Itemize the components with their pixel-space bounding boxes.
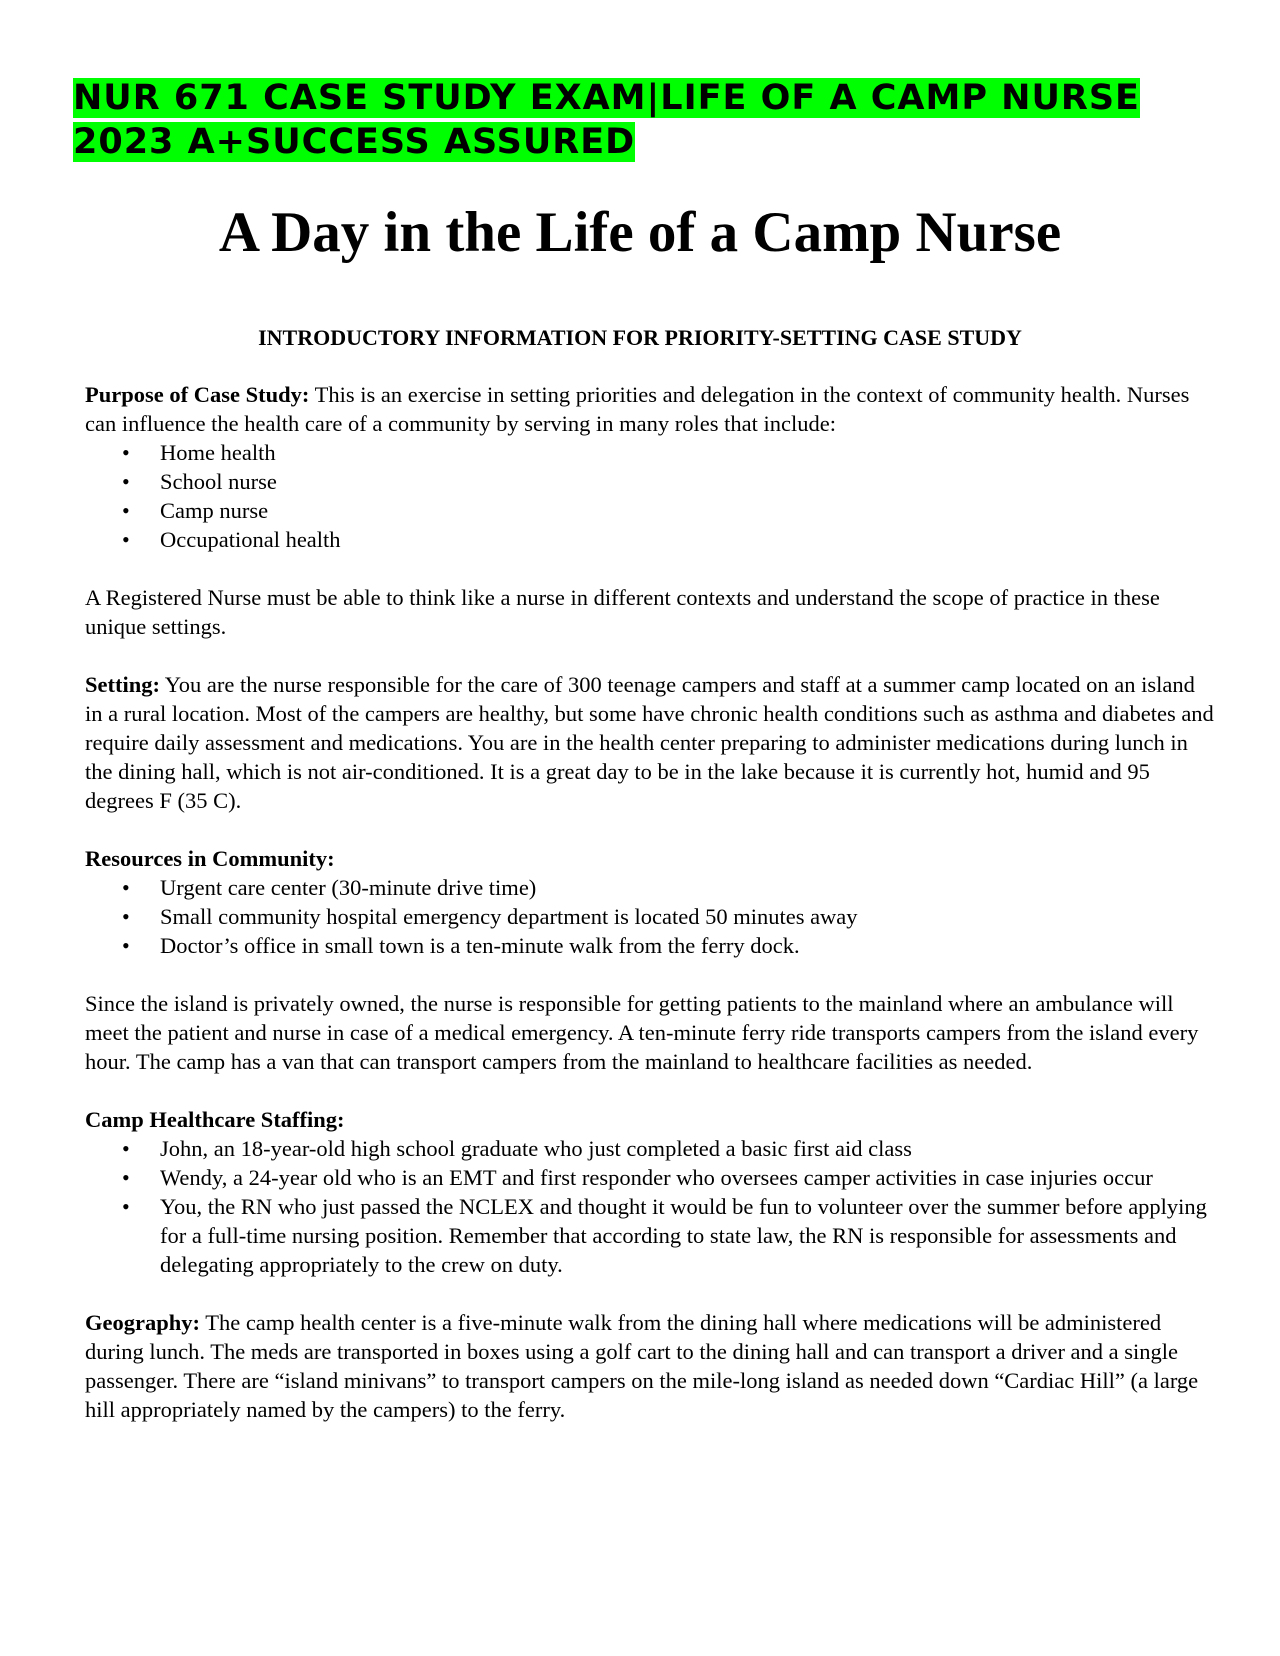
document-title: A Day in the Life of a Camp Nurse xyxy=(218,201,1062,264)
geography-label: Geography: xyxy=(85,1310,200,1335)
setting-label: Setting: xyxy=(85,672,160,697)
purpose-text: This is an exercise in setting priorities and delegation in the context of community health. Nurses can influence the health care of a community by serving in many roles that include: xyxy=(85,382,1190,436)
list-item: • Wendy, a 24-year old who is an EMT and first responder who oversees camper activities in case injuries occur xyxy=(85,1163,1215,1192)
list-item: • School nurse xyxy=(85,467,1215,496)
document-body xyxy=(85,380,1215,1453)
resources-heading xyxy=(85,844,1215,873)
list-item: • Urgent care center (30-minute drive time) xyxy=(85,873,1215,902)
staffing-label: Camp Healthcare Staffing: xyxy=(85,1107,345,1132)
staffing-list xyxy=(85,1134,1215,1279)
resources-list xyxy=(85,873,1215,960)
list-item: • Home health xyxy=(85,438,1215,467)
list-item: • Small community hospital emergency department is located 50 minutes away xyxy=(85,902,1215,931)
purpose-paragraph xyxy=(85,380,1215,438)
setting-text: You are the nurse responsible for the care of 300 teenage campers and staff at a summer camp located on an island in a rural location. Most of the campers are healthy, but some have chronic health conditions such as asthma and diabetes and require daily assessment and medications. You are in the health center preparing to administer medications during lunch in the dining hall, which is not air-conditioned. It is a great day to be in the lake because it is currently hot, humid and 95 degrees F (35 C). xyxy=(85,672,1214,813)
highlighted-banner xyxy=(73,76,1223,164)
resources-label: Resources in Community: xyxy=(85,846,335,871)
staffing-heading xyxy=(85,1105,1215,1134)
rn-paragraph: A Registered Nurse must be able to think like a nurse in different contexts and understand the scope of practice in these unique settings. xyxy=(85,585,1160,639)
banner-line-1: NUR 671 CASE STUDY EXAM|LIFE OF A CAMP NURSE xyxy=(73,78,1140,118)
setting-paragraph xyxy=(85,670,1215,815)
list-item: • Camp nurse xyxy=(85,496,1215,525)
geography-paragraph xyxy=(85,1308,1215,1424)
geography-text: The camp health center is a five-minute walk from the dining hall where medications will be administered during lunch. The meds are transported in boxes using a golf cart to the dining hall and can transport a driver and a single passenger. There are “island minivans” to transport campers on the mile-long island as needed down “Cardiac Hill” (a large hill appropriately named by the campers) to the ferry. xyxy=(85,1310,1199,1422)
list-item: • Doctor’s office in small town is a ten-minute walk from the ferry dock. xyxy=(85,931,1215,960)
list-item: • John, an 18-year-old high school graduate who just completed a basic first aid class xyxy=(85,1134,1215,1163)
roles-list xyxy=(85,438,1215,554)
document-subtitle: INTRODUCTORY INFORMATION FOR PRIORITY-SETTING CASE STUDY xyxy=(258,325,1022,350)
purpose-label: Purpose of Case Study: xyxy=(85,382,310,407)
list-item: • Occupational health xyxy=(85,525,1215,554)
list-item: • You, the RN who just passed the NCLEX and thought it would be fun to volunteer over the summer before applying for a full-time nursing position. Remember that according to state law, the RN is responsible for assessments and delegating appropriately to the crew on duty. xyxy=(85,1192,1215,1279)
island-paragraph: Since the island is privately owned, the nurse is responsible for getting patients to the mainland where an ambulance will meet the patient and nurse in case of a medical emergency. A ten-minute ferry ride transports campers from the island every hour. The camp has a van that can transport campers from the mainland to healthcare facilities as needed. xyxy=(85,991,1199,1074)
banner-line-2: 2023 A+SUCCESS ASSURED xyxy=(73,122,636,162)
